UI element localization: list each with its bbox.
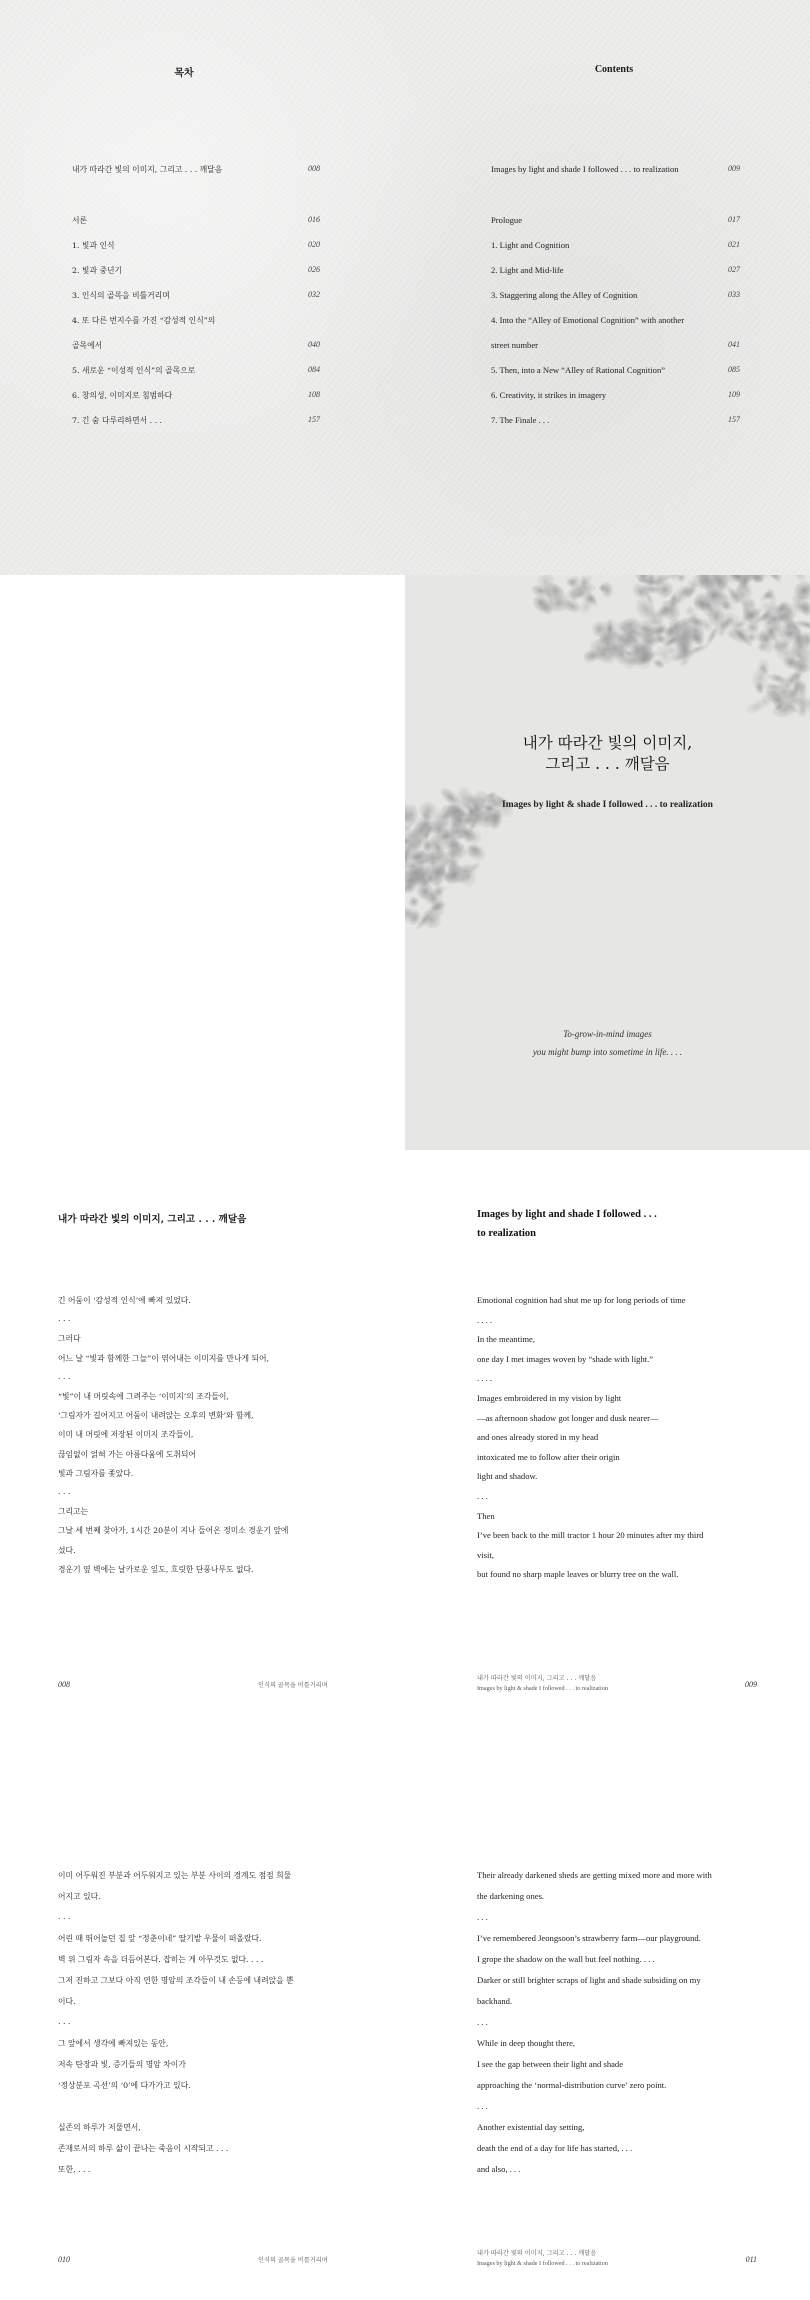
body-line: “빛”이 내 머릿속에 그려주는 ‘이미지’의 조각들이, <box>58 1392 229 1401</box>
toc-entry-label: 4. 또 다른 번지수를 가진 “감성적 인식”의 <box>72 316 216 325</box>
body-line: 그저 진하고 그보다 아직 연한 명암의 조각들이 내 손등에 내려앉을 뿐 <box>58 1976 294 1985</box>
page-010 <box>0 1725 405 2300</box>
toc-spread <box>0 0 810 575</box>
toc-entry-label: 2. 빛과 중년기 <box>72 266 123 275</box>
body-line: Then <box>477 1510 495 1521</box>
body-line: . . . <box>477 2101 488 2111</box>
toc-entry-label: 3. 인식의 골목을 비틀거리며 <box>72 291 170 300</box>
body-line: 어느 날 “빛과 함께한 그늘”이 엮어내는 이미지를 만나게 되어, <box>58 1353 270 1363</box>
toc-entry-page: 016 <box>308 215 320 224</box>
body-line: ‘그림자가 길어지고 어둠이 내려앉는 오후의 변화’와 함께, <box>58 1411 254 1421</box>
body-line: visit, <box>477 1549 494 1560</box>
toc-entry-label: 3. Staggering along the Alley of Cognition <box>491 290 638 300</box>
body-line: 그러다 <box>58 1334 81 1344</box>
body-line: 끊임없이 얽혀 가는 아름다움에 도취되어 <box>58 1449 196 1459</box>
toc-entry-page: 108 <box>308 390 320 399</box>
toc-entry-label: 7. The Finale . . . <box>491 415 550 425</box>
toc-entry-page: 017 <box>728 215 740 224</box>
body-line: 어린 때 뛰어놀던 집 앞 “정춘이네” 딸기밭 우물이 떠올랐다. <box>58 1934 262 1943</box>
running-header-english: Images by light & shade I followed . . . to realization <box>477 2260 608 2267</box>
body-line: 이다. <box>58 1997 76 2006</box>
leaf-shape <box>408 896 420 908</box>
page-heading-line2: to realization <box>477 1228 537 1239</box>
toc-entry-label: 서론 <box>72 216 88 225</box>
running-header-korean: 내가 따라간 빛의 이미지, 그리고 . . . 깨달음 <box>477 2250 597 2257</box>
body-line: one day I met images woven by “shade with light.” <box>477 1353 654 1364</box>
toc-entry-page: 009 <box>728 164 740 173</box>
page-011 <box>405 1725 810 2300</box>
toc-entry-label: 4. Into the “Alley of Emotional Cognition” with another <box>491 315 685 325</box>
running-header: 인식의 골목을 비틀거리며 <box>258 2257 328 2264</box>
body-line: While in deep thought there, <box>477 2038 576 2048</box>
title-korean-line1: 내가 따라간 빛의 이미지, <box>522 734 693 752</box>
body-line: 이미 어두워진 부분과 어두워지고 있는 부분 사이의 경계도 점점 희물 <box>58 1871 292 1880</box>
toc-entry-page: 041 <box>728 340 740 349</box>
body-line: 그리고는 <box>58 1507 89 1517</box>
page-number: 009 <box>745 1680 757 1689</box>
body-line: . . . . <box>477 1373 493 1384</box>
body-line: and ones already stored in my head <box>477 1432 599 1443</box>
body-line: . . . . <box>477 1314 493 1325</box>
blank-page <box>0 575 405 1150</box>
body-line: . . . <box>58 1314 71 1324</box>
body-line: In the meantime, <box>477 1334 535 1345</box>
toc-entry-label: 6. Creativity, it strikes in imagery <box>491 390 607 400</box>
running-header: 인식의 골목을 비틀거리며 <box>258 1682 328 1689</box>
leaf-shape <box>675 575 686 583</box>
body-line: light and shadow. <box>477 1471 538 1482</box>
running-header-korean: 내가 따라간 빛의 이미지, 그리고 . . . 깨달음 <box>477 1675 597 1682</box>
running-header-english: Images by light & shade I followed . . . to realization <box>477 1685 608 1692</box>
toc-entry-page: 021 <box>728 240 740 249</box>
body-line: Images embroidered in my vision by light <box>477 1393 622 1403</box>
body-line: I’ve remembered Jeongsoon’s strawberry farm—our playground. <box>477 1933 701 1943</box>
body-line: . . . <box>477 1491 488 1501</box>
body-line: the darkening ones. <box>477 1891 545 1901</box>
body-line: 그 앞에서 생각에 빠져있는 동안, <box>58 2039 169 2048</box>
body-line: 빛과 그림자를 좇았다. <box>58 1468 134 1478</box>
toc-entry-page: 084 <box>308 365 320 374</box>
toc-entry-label: 7. 긴 숨 다루리하면서 . . . <box>72 416 162 425</box>
body-line: ‘정상분포 곡선’의 ‘0’에 다가가고 있다. <box>58 2081 191 2090</box>
title-korean-line2: 그리고 . . . 깨달음 <box>545 755 670 773</box>
toc-entry-page: 109 <box>728 390 740 399</box>
epigraph-line2: you might bump into sometime in life. . . . <box>532 1047 683 1057</box>
body-line: death the end of a day for life has started, . . . <box>477 2143 633 2153</box>
toc-entry-label: 5. Then, into a New “Alley of Rational Cognition” <box>491 365 666 375</box>
title-english-subtitle: Images by light & shade I followed . . . to realization <box>502 800 713 810</box>
page-number: 011 <box>745 2255 757 2264</box>
toc-entry-label: 2. Light and Mid-life <box>491 265 564 275</box>
page-008 <box>0 1150 405 1725</box>
toc-entry-label: Images by light and shade I followed . . . to realization <box>491 164 679 174</box>
body-line: 섰다. <box>58 1545 76 1555</box>
page-heading-line1: Images by light and shade I followed . . . <box>477 1209 657 1220</box>
body-line: . . . <box>58 1371 71 1381</box>
body-line: 경운기 옆 벽에는 날카로운 잎도, 흐릿한 단풍나무도 없다. <box>58 1564 254 1574</box>
toc-entry-label: 6. 창의성, 이미지로 침범하다 <box>72 391 173 400</box>
body-line: 그날 세 번째 찾아가, 1시간 20분이 지나 들어온 정미소 경운기 앞에 <box>58 1526 289 1536</box>
body-line: 저속 탄장과 빛, 증기들의 명암 차이가 <box>58 2060 186 2069</box>
toc-entry-label: 1. 빛과 인식 <box>72 241 115 250</box>
body-line: but found no sharp maple leaves or blurry tree on the wall. <box>477 1569 679 1580</box>
body-line: approaching the ‘normal-distribution curve’ zero point. <box>477 2080 667 2090</box>
toc-entry-page: 085 <box>728 365 740 374</box>
toc-entry-label: 골목에서 <box>72 341 103 350</box>
epigraph-line1: To-grow-in-mind images <box>563 1029 652 1039</box>
body-line: and also, . . . <box>477 2164 521 2174</box>
toc-entry-page: 157 <box>308 415 320 424</box>
body-line: 벽 위 그림자 속을 더듬어본다. 잡히는 게 아무것도 없다. . . . <box>58 1955 264 1964</box>
toc-entry-label: 1. Light and Cognition <box>491 240 570 250</box>
foliage-illustration <box>405 575 810 1150</box>
toc-title-korean: 목차 <box>174 68 194 79</box>
toc-entry-page: 020 <box>308 240 320 249</box>
toc-entry-page: 027 <box>728 265 740 274</box>
toc-entry-page: 033 <box>728 290 740 299</box>
toc-entry-label: 5. 새로운 “이성적 인식”의 골목으로 <box>72 366 196 375</box>
body-line: 존재로서의 하루 삶이 끝나는 죽음이 시작되고 . . . <box>58 2144 229 2153</box>
body-line: Emotional cognition had shut me up for long periods of time <box>477 1295 686 1305</box>
body-line: backhand. <box>477 1996 513 2006</box>
body-line: . . . <box>58 2017 71 2026</box>
body-line: . . . <box>58 1912 71 1921</box>
body-line: . . . <box>477 1912 488 1922</box>
body-line: intoxicated me to follow after their origin <box>477 1451 620 1462</box>
body-line: 실존의 하루가 저물면서, <box>58 2123 141 2132</box>
body-line: I’ve been back to the mill tractor 1 hour 20 minutes after my third <box>477 1530 704 1541</box>
body-line: —as afternoon shadow got longer and dusk nearer— <box>477 1412 659 1423</box>
page-heading: 내가 따라간 빛의 이미지, 그리고 . . . 깨달음 <box>58 1214 247 1225</box>
body-line: I grope the shadow on the wall but feel nothing. . . . <box>477 1954 655 1964</box>
toc-entry-page: 032 <box>308 290 320 299</box>
page-number: 010 <box>58 2255 70 2264</box>
page-009 <box>405 1150 810 1725</box>
body-line: Another existential day setting, <box>477 2122 585 2132</box>
toc-entry-label: 내가 따라간 빛의 이미지, 그리고 . . . 깨달음 <box>72 165 223 174</box>
body-line: Darker or still brighter scraps of light and shade subsiding on my <box>477 1975 701 1985</box>
page-number: 008 <box>58 1680 70 1689</box>
body-line: 또한, . . . <box>58 2165 91 2174</box>
body-line: 어지고 있다. <box>58 1892 101 1901</box>
body-line: 이미 내 머릿에 저장된 이미지 조각들이, <box>58 1430 194 1440</box>
title-page <box>405 575 810 1150</box>
body-line: 긴 어둠이 ‘감성적 인식’에 빠져 있었다. <box>58 1296 191 1305</box>
body-line: . . . <box>58 1487 71 1496</box>
body-line: Their already darkened sheds are getting mixed more and more with <box>477 1870 712 1880</box>
body-line: . . . <box>477 2017 488 2027</box>
toc-entry-label: street number <box>491 340 539 350</box>
toc-entry-page: 008 <box>308 164 320 173</box>
toc-entry-page: 040 <box>308 340 320 349</box>
toc-entry-label: Prologue <box>491 215 523 225</box>
toc-title-english: Contents <box>594 64 634 75</box>
toc-entry-page: 157 <box>728 415 740 424</box>
body-line: I see the gap between their light and shade <box>477 2059 624 2069</box>
toc-entry-page: 026 <box>308 265 320 274</box>
